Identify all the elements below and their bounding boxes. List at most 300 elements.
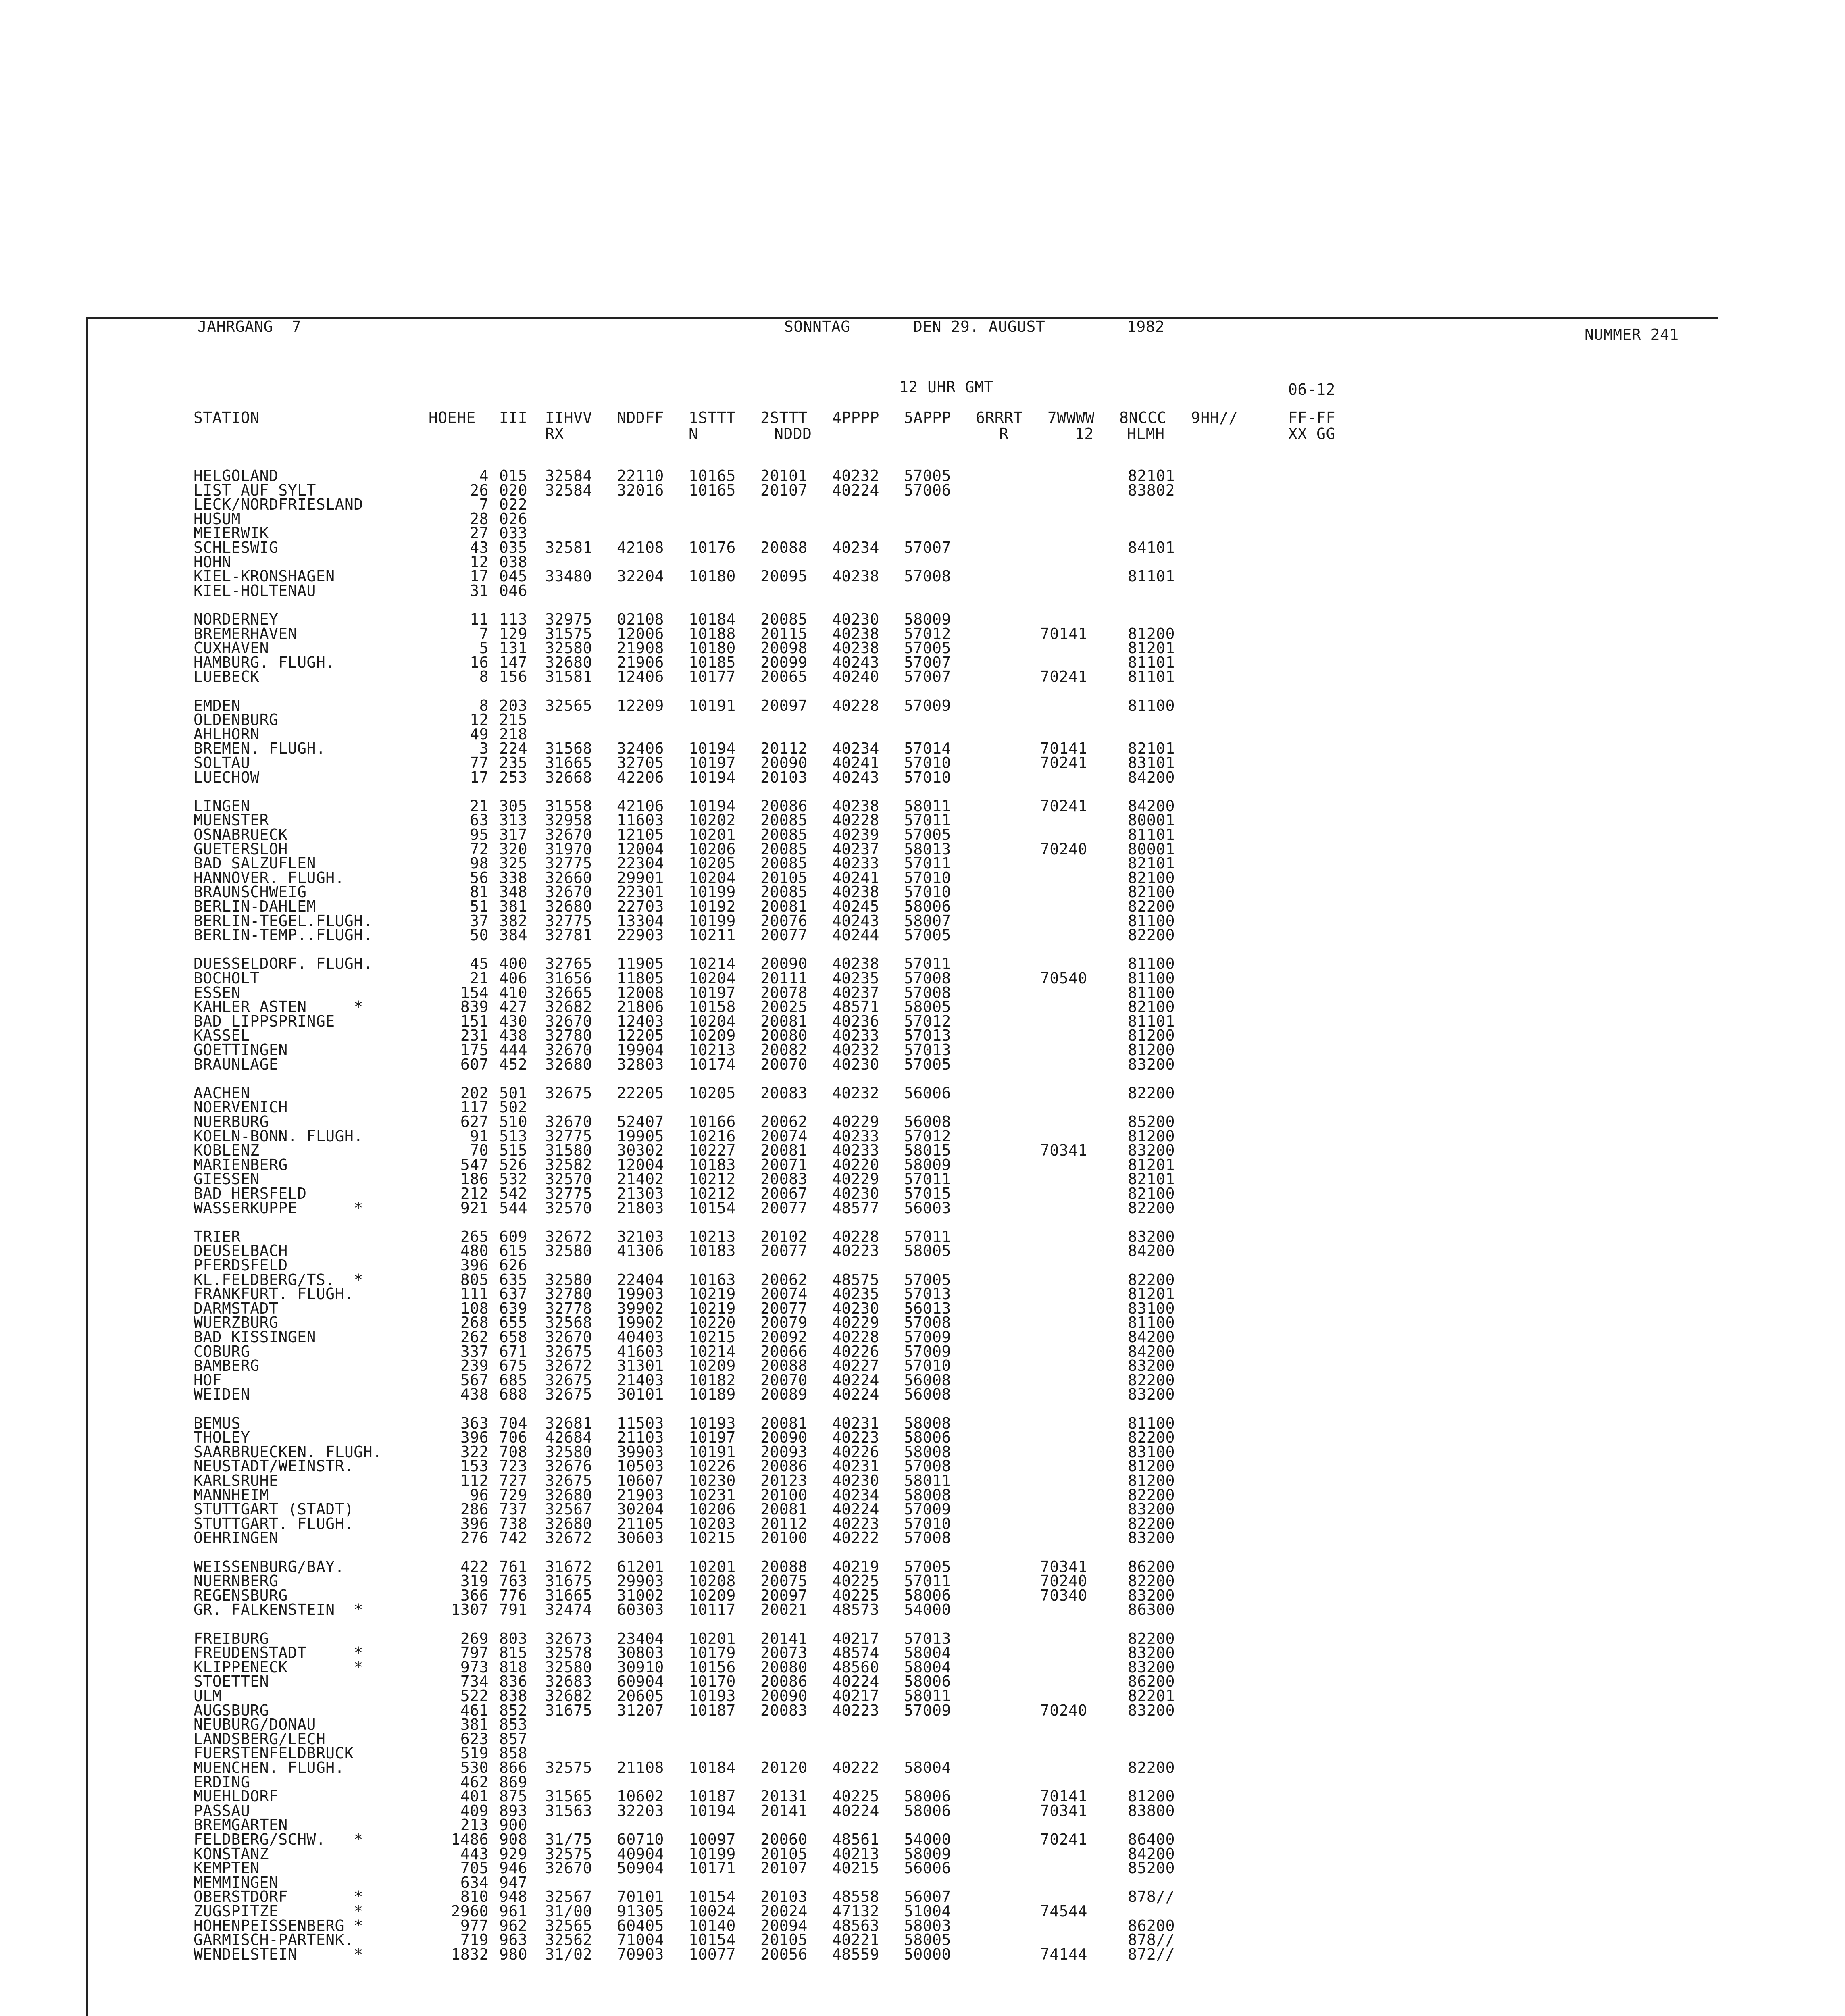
synop-group: 10211	[689, 926, 736, 944]
station-id: 737	[499, 1500, 528, 1518]
synop-group: 20107	[760, 481, 808, 499]
synop-group: 10184	[689, 610, 736, 628]
column-header: 5APPP	[904, 409, 951, 427]
synop-group: 10607	[617, 1472, 664, 1489]
synop-group: 40226	[832, 1443, 879, 1461]
synop-group: 81101	[1128, 567, 1175, 585]
synop-group: 40213	[832, 1845, 879, 1863]
station-height: 63	[470, 811, 489, 829]
synop-group: 32670	[545, 1012, 592, 1030]
synop-group: 40237	[832, 840, 879, 858]
synop-group: 10177	[689, 668, 736, 685]
synop-group: 10213	[689, 1041, 736, 1059]
synop-group: 11603	[617, 811, 664, 829]
synop-group: 40228	[832, 1328, 879, 1346]
synop-group: 40230	[832, 1472, 879, 1489]
station-height: 49	[470, 725, 489, 743]
station-height: 21	[470, 969, 489, 987]
synop-group: 58011	[904, 1472, 951, 1489]
station-id: 836	[499, 1672, 528, 1690]
synop-group: 40232	[832, 1041, 879, 1059]
synop-group: 21108	[617, 1759, 664, 1776]
synop-group: 47132	[832, 1902, 879, 1920]
station-name: MARIENBERG	[194, 1156, 288, 1174]
station-height: 112	[460, 1472, 489, 1489]
synop-group: 57009	[904, 1328, 951, 1346]
synop-group: 10199	[689, 883, 736, 901]
station-height: 16	[470, 654, 489, 671]
synop-group: 32680	[545, 1056, 592, 1073]
synop-group: 40215	[832, 1859, 879, 1877]
synop-group: 50904	[617, 1859, 664, 1877]
station-height: 27	[470, 524, 489, 542]
synop-group: 10179	[689, 1644, 736, 1662]
synop-group: 20112	[760, 739, 808, 757]
synop-group: 82200	[1128, 926, 1175, 944]
synop-group: 31558	[545, 797, 592, 815]
synop-group: 60904	[617, 1672, 664, 1690]
synop-group: 82100	[1128, 869, 1175, 887]
synop-group: 83200	[1128, 1141, 1175, 1159]
synop-group: 40225	[832, 1587, 879, 1604]
station-height: 96	[470, 1486, 489, 1504]
synop-group: 82100	[1128, 998, 1175, 1016]
synop-group: 84200	[1128, 1845, 1175, 1863]
synop-group: 57006	[904, 481, 951, 499]
synop-group: 85200	[1128, 1859, 1175, 1877]
synop-group: 81200	[1128, 1027, 1175, 1044]
station-id: 427	[499, 998, 528, 1016]
synop-group: 82200	[1128, 1084, 1175, 1102]
synop-group: 20090	[760, 955, 808, 973]
synop-group: 32705	[617, 754, 664, 772]
synop-group: 20103	[760, 768, 808, 786]
station-name: WUERZBURG	[194, 1314, 279, 1331]
station-id: 113	[499, 610, 528, 628]
synop-group: 21903	[617, 1486, 664, 1504]
synop-group: 40219	[832, 1558, 879, 1576]
column-header: 8NCCC	[1119, 409, 1166, 427]
synop-group: 58006	[904, 1672, 951, 1690]
station-height: 17	[470, 567, 489, 585]
synop-group: 58008	[904, 1486, 951, 1504]
synop-group: 32775	[545, 1185, 592, 1202]
synop-group: 20101	[760, 467, 808, 485]
nummer: NUMMER 241	[1585, 326, 1679, 344]
synop-group: 32672	[545, 1357, 592, 1375]
synop-group: 80001	[1128, 811, 1175, 829]
synop-group: 82200	[1128, 898, 1175, 915]
station-height: 973	[460, 1658, 489, 1676]
synop-group: 20093	[760, 1443, 808, 1461]
synop-group: 32775	[545, 912, 592, 930]
synop-group: 23404	[617, 1630, 664, 1647]
synop-group: 32584	[545, 467, 592, 485]
station-height: 12	[470, 711, 489, 729]
synop-group: 10203	[689, 1515, 736, 1533]
station-name: MANNHEIM	[194, 1486, 269, 1504]
synop-group: 57013	[904, 1041, 951, 1059]
station-name: NEUBURG/DONAU	[194, 1716, 316, 1733]
synop-group: 20083	[760, 1084, 808, 1102]
report-time: 12 UHR GMT	[899, 378, 993, 396]
station-id: 022	[499, 496, 528, 513]
synop-group: 20062	[760, 1271, 808, 1289]
station-id: 658	[499, 1328, 528, 1346]
station-id: 962	[499, 1917, 528, 1935]
synop-group: 57010	[904, 768, 951, 786]
synop-group: 39903	[617, 1443, 664, 1461]
synop-group: 40231	[832, 1414, 879, 1432]
synop-group: 58011	[904, 1687, 951, 1705]
synop-group: 83802	[1128, 481, 1175, 499]
synop-group: 32584	[545, 481, 592, 499]
synop-group: 48573	[832, 1601, 879, 1618]
synop-group: 20025	[760, 998, 808, 1016]
synop-group: 32675	[545, 1084, 592, 1102]
synop-group: 81201	[1128, 639, 1175, 657]
synop-group: 20074	[760, 1127, 808, 1145]
synop-group: 57005	[904, 467, 951, 485]
synop-group: 32673	[545, 1630, 592, 1647]
synop-group: 81100	[1128, 984, 1175, 1002]
synop-group: 70240	[1040, 1572, 1087, 1590]
station-height: 117	[460, 1098, 489, 1116]
synop-group: 32681	[545, 1414, 592, 1432]
synop-group: 58004	[904, 1759, 951, 1776]
station-height: 363	[460, 1414, 489, 1432]
synop-group: 81200	[1128, 625, 1175, 643]
synop-group: 32565	[545, 697, 592, 714]
synop-group: 12004	[617, 840, 664, 858]
station-name: KASSEL	[194, 1027, 250, 1044]
synop-group: 83200	[1128, 1587, 1175, 1604]
station-name: LUECHOW	[194, 768, 260, 786]
synop-group: 83100	[1128, 1300, 1175, 1317]
column-header: 7WWWW	[1047, 409, 1095, 427]
station-name: BERLIN-TEGEL.FLUGH.	[194, 912, 373, 930]
synop-group: 40230	[832, 610, 879, 628]
station-id: 325	[499, 854, 528, 872]
station-name: KOELN-BONN. FLUGH.	[194, 1127, 363, 1145]
synop-group: 40228	[832, 697, 879, 714]
synop-group: 81101	[1128, 1012, 1175, 1030]
synop-group: 20021	[760, 1601, 808, 1618]
synop-group: 81200	[1128, 1787, 1175, 1805]
station-id: 020	[499, 481, 528, 499]
synop-group: 20083	[760, 1702, 808, 1719]
synop-group: 10209	[689, 1587, 736, 1604]
station-name: BREMEN. FLUGH.	[194, 739, 326, 757]
synop-group: 57012	[904, 1127, 951, 1145]
synop-group: 40225	[832, 1572, 879, 1590]
station-id: 869	[499, 1773, 528, 1791]
synop-group: 10204	[689, 969, 736, 987]
station-height: 443	[460, 1845, 489, 1863]
synop-group: 20098	[760, 639, 808, 657]
synop-group: 57010	[904, 869, 951, 887]
station-name: KARLSRUHE	[194, 1472, 279, 1489]
synop-group: 51004	[904, 1902, 951, 1920]
station-id: 738	[499, 1515, 528, 1533]
synop-group: 57013	[904, 1027, 951, 1044]
synop-group: 32676	[545, 1457, 592, 1475]
station-height: 51	[470, 898, 489, 915]
synop-group: 57008	[904, 1457, 951, 1475]
day: SONNTAG	[784, 318, 850, 335]
synop-group: 31/00	[545, 1902, 592, 1920]
synop-group: 20099	[760, 654, 808, 671]
synop-group: 70241	[1040, 1831, 1087, 1848]
synop-group: 70141	[1040, 1787, 1087, 1805]
station-id: 671	[499, 1343, 528, 1360]
synop-group: 32670	[545, 1113, 592, 1131]
synop-group: 10077	[689, 1945, 736, 1963]
synop-group: 60303	[617, 1601, 664, 1618]
station-height: 805	[460, 1271, 489, 1289]
synop-group: 20082	[760, 1041, 808, 1059]
synop-group: 32565	[545, 1917, 592, 1935]
synop-group: 20080	[760, 1658, 808, 1676]
station-id: 723	[499, 1457, 528, 1475]
station-id: 015	[499, 467, 528, 485]
synop-group: 20077	[760, 926, 808, 944]
station-height: 634	[460, 1874, 489, 1891]
station-name: NUERNBERG	[194, 1572, 279, 1590]
synop-group: 20081	[760, 898, 808, 915]
synop-group: 30803	[617, 1644, 664, 1662]
synop-group: 20088	[760, 1357, 808, 1375]
station-name: BAD KISSINGEN	[194, 1328, 316, 1346]
synop-group: 82101	[1128, 1170, 1175, 1188]
synop-group: 57014	[904, 739, 951, 757]
synop-group: 81200	[1128, 1041, 1175, 1059]
synop-group: 20090	[760, 754, 808, 772]
station-id: 502	[499, 1098, 528, 1116]
station-id: 544	[499, 1199, 528, 1217]
station-name: FREIBURG	[194, 1630, 269, 1647]
synop-group: 58006	[904, 898, 951, 915]
synop-group: 70241	[1040, 754, 1087, 772]
synop-group: 82200	[1128, 1371, 1175, 1389]
station-id: 685	[499, 1371, 528, 1389]
synop-group: 32680	[545, 654, 592, 671]
station-id: 381	[499, 898, 528, 915]
synop-group: 84200	[1128, 1242, 1175, 1260]
synop-group: 40221	[832, 1931, 879, 1949]
synop-group: 57007	[904, 654, 951, 671]
synop-group: 32780	[545, 1285, 592, 1303]
synop-group: 57011	[904, 1170, 951, 1188]
synop-group: 57009	[904, 1500, 951, 1518]
synop-group: 41306	[617, 1242, 664, 1260]
station-height: 175	[460, 1041, 489, 1059]
synop-group: 83200	[1128, 1702, 1175, 1719]
synop-group: 42108	[617, 539, 664, 556]
station-id: 156	[499, 668, 528, 685]
synop-group: 57011	[904, 811, 951, 829]
synop-group: 10185	[689, 654, 736, 671]
station-name: SOLTAU	[194, 754, 250, 772]
synop-group: 58005	[904, 998, 951, 1016]
synop-group: 20100	[760, 1529, 808, 1547]
station-id: 038	[499, 553, 528, 571]
synop-group: 32765	[545, 955, 592, 973]
synop-group: 81200	[1128, 1457, 1175, 1475]
station-name: REGENSBURG	[194, 1587, 288, 1604]
synop-group: 83200	[1128, 1529, 1175, 1547]
synop-group: 31580	[545, 1141, 592, 1159]
station-id: 218	[499, 725, 528, 743]
station-id: 852	[499, 1702, 528, 1719]
synop-group: 10213	[689, 1228, 736, 1245]
synop-group: 83100	[1128, 1443, 1175, 1461]
station-name: WEIDEN	[194, 1385, 250, 1403]
synop-group: 20141	[760, 1802, 808, 1820]
synop-group: 10097	[689, 1831, 736, 1848]
synop-group: 57005	[904, 1056, 951, 1073]
station-height: 26	[470, 481, 489, 499]
synop-group: 57008	[904, 969, 951, 987]
synop-group: 20086	[760, 1672, 808, 1690]
station-id: 893	[499, 1802, 528, 1820]
synop-group: 82200	[1128, 1515, 1175, 1533]
station-id: 215	[499, 711, 528, 729]
column-subheader: HLMH	[1127, 425, 1165, 443]
synop-group: 10140	[689, 1917, 736, 1935]
synop-group: 10193	[689, 1414, 736, 1432]
synop-group: 48561	[832, 1831, 879, 1848]
synop-group: 40224	[832, 1802, 879, 1820]
station-name: HOHN	[194, 553, 231, 571]
synop-group: 32680	[545, 1515, 592, 1533]
synop-group: 48563	[832, 1917, 879, 1935]
station-id: 235	[499, 754, 528, 772]
synop-group: 81100	[1128, 912, 1175, 930]
synop-group: 32578	[545, 1644, 592, 1662]
synop-group: 40234	[832, 539, 879, 556]
station-id: 946	[499, 1859, 528, 1877]
synop-group: 32675	[545, 1472, 592, 1489]
column-header: 4PPPP	[832, 409, 879, 427]
station-name: DEUSELBACH	[194, 1242, 288, 1260]
synop-group: 32665	[545, 984, 592, 1002]
synop-group: 20074	[760, 1285, 808, 1303]
station-id: 635	[499, 1271, 528, 1289]
synop-group: 22110	[617, 467, 664, 485]
station-name: SCHLESWIG	[194, 539, 279, 556]
station-name: BAD LIPPSPRINGE	[194, 1012, 335, 1030]
station-id: 963	[499, 1931, 528, 1949]
synop-group: 32975	[545, 610, 592, 628]
station-name: ERDING	[194, 1773, 250, 1791]
synop-group: 10183	[689, 1156, 736, 1174]
synop-group: 82201	[1128, 1687, 1175, 1705]
synop-group: 40224	[832, 1371, 879, 1389]
synop-group: 86400	[1128, 1831, 1175, 1848]
synop-group: 40229	[832, 1170, 879, 1188]
synop-group: 32683	[545, 1672, 592, 1690]
synop-group: 70241	[1040, 668, 1087, 685]
synop-group: 32675	[545, 1385, 592, 1403]
synop-group: 10219	[689, 1285, 736, 1303]
synop-group: 32570	[545, 1199, 592, 1217]
station-id: 615	[499, 1242, 528, 1260]
synop-group: 40232	[832, 1084, 879, 1102]
synop-group: 10206	[689, 1500, 736, 1518]
station-name: NUERBURG	[194, 1113, 269, 1131]
synop-group: 58006	[904, 1787, 951, 1805]
station-name: KLIPPENECK *	[194, 1658, 363, 1676]
station-id: 857	[499, 1730, 528, 1748]
synop-group: 10024	[689, 1902, 736, 1920]
synop-group: 40224	[832, 1385, 879, 1403]
synop-group: 20078	[760, 984, 808, 1002]
synop-group: 32580	[545, 1242, 592, 1260]
station-id: 526	[499, 1156, 528, 1174]
column-subheader: NDDD	[774, 425, 812, 443]
synop-group: 20024	[760, 1902, 808, 1920]
synop-group: 10154	[689, 1888, 736, 1906]
station-id: 033	[499, 524, 528, 542]
synop-group: 70141	[1040, 739, 1087, 757]
station-name: ULM	[194, 1687, 222, 1705]
synop-group: 20111	[760, 969, 808, 987]
year: 1982	[1127, 318, 1165, 335]
synop-group: 10183	[689, 1242, 736, 1260]
synop-group: 57009	[904, 1702, 951, 1719]
synop-group: 91305	[617, 1902, 664, 1920]
date: DEN 29. AUGUST	[913, 318, 1045, 335]
station-height: 461	[460, 1702, 489, 1719]
synop-group: 20066	[760, 1343, 808, 1360]
synop-group: 10212	[689, 1170, 736, 1188]
synop-group: 58005	[904, 1242, 951, 1260]
synop-group: 81201	[1128, 1285, 1175, 1303]
synop-group: 33480	[545, 567, 592, 585]
synop-group: 71004	[617, 1931, 664, 1949]
synop-group: 12406	[617, 668, 664, 685]
synop-group: 10201	[689, 1630, 736, 1647]
synop-group: 31672	[545, 1558, 592, 1576]
station-name: AACHEN	[194, 1084, 250, 1102]
synop-group: 32567	[545, 1888, 592, 1906]
station-name: DUESSELDORF. FLUGH.	[194, 955, 373, 973]
station-name: DARMSTADT	[194, 1300, 279, 1317]
station-id: 929	[499, 1845, 528, 1863]
synop-group: 10180	[689, 567, 736, 585]
station-height: 286	[460, 1500, 489, 1518]
station-height: 607	[460, 1056, 489, 1073]
station-id: 818	[499, 1658, 528, 1676]
station-name: MUEHLDORF	[194, 1787, 279, 1805]
synop-group: 32675	[545, 1343, 592, 1360]
station-name: STUTTGART (STADT)	[194, 1500, 354, 1518]
synop-group: 70101	[617, 1888, 664, 1906]
synop-group: 57010	[904, 1357, 951, 1375]
period: 06-12	[1288, 381, 1335, 398]
synop-group: 57011	[904, 1572, 951, 1590]
station-height: 396	[460, 1429, 489, 1446]
station-name: STOETTEN	[194, 1672, 269, 1690]
synop-group: 42206	[617, 768, 664, 786]
station-id: 866	[499, 1759, 528, 1776]
synop-group: 20115	[760, 625, 808, 643]
synop-group: 40228	[832, 1228, 879, 1245]
synop-group: 39902	[617, 1300, 664, 1317]
station-id: 515	[499, 1141, 528, 1159]
station-name: ZUGSPITZE *	[194, 1902, 363, 1920]
